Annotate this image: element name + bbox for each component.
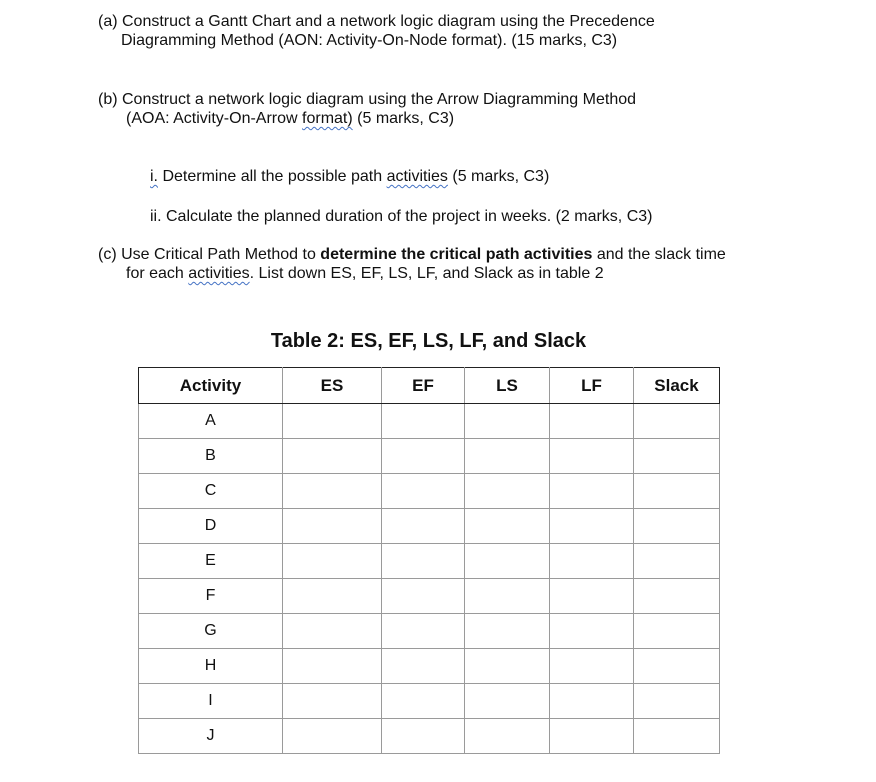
table-header-row [139,368,720,404]
table-row [139,684,720,719]
question-b-i-squiggle: activities [386,168,448,185]
slack-cell[interactable] [634,404,720,439]
table-body [139,404,720,754]
lf-cell[interactable] [550,404,634,439]
activity-cell: J [139,719,283,754]
table-row [139,474,720,509]
lf-cell[interactable] [550,579,634,614]
question-b-line1: (b) Construct a network logic diagram using the Arrow Diagramming Method [98,91,637,108]
slack-cell[interactable] [634,579,720,614]
activity-cell: D [139,509,283,544]
slack-cell[interactable] [634,719,720,754]
question-c-line2 [98,264,726,283]
es-cell[interactable] [283,544,382,579]
slack-cell[interactable] [634,614,720,649]
slack-cell[interactable] [634,649,720,684]
question-a-line1: (a) Construct a Gantt Chart and a network logic diagram using the Precedence [98,13,655,30]
es-cell[interactable] [283,719,382,754]
ls-cell[interactable] [465,614,550,649]
question-c-line2-end: . List down ES, EF, LS, LF, and Slack as in table 2 [249,265,604,282]
es-cell[interactable] [283,439,382,474]
ef-cell[interactable] [382,649,465,684]
question-c [98,245,726,283]
ls-cell[interactable] [465,439,550,474]
lf-cell[interactable] [550,684,634,719]
lf-cell[interactable] [550,649,634,684]
activity-cell: F [139,579,283,614]
slack-table [138,367,720,754]
ls-cell[interactable] [465,404,550,439]
es-cell[interactable] [283,614,382,649]
question-b-i-marks: (5 marks, C3) [447,168,550,185]
table-row [139,439,720,474]
es-cell[interactable] [283,404,382,439]
table-row [139,649,720,684]
table-row [139,544,720,579]
activity-cell: I [139,684,283,719]
ef-cell[interactable] [382,719,465,754]
ef-cell[interactable] [382,614,465,649]
table-row [139,509,720,544]
question-a-line2: Diagramming Method (AON: Activity-On-Node format). (15 marks, C3) [121,32,618,49]
lf-cell[interactable] [550,509,634,544]
header-es: ES [283,368,382,404]
question-b [98,90,636,128]
ef-cell[interactable] [382,684,465,719]
ls-cell[interactable] [465,684,550,719]
table-row [139,719,720,754]
ef-cell[interactable] [382,439,465,474]
header-ls: LS [465,368,550,404]
question-c-text-end: and the slack time [592,246,726,263]
ef-cell[interactable] [382,474,465,509]
ef-cell[interactable] [382,404,465,439]
table-title: Table 2: ES, EF, LS, LF, and Slack [270,330,587,352]
slack-cell[interactable] [634,439,720,474]
question-c-text: (c) Use Critical Path Method to [98,246,321,263]
activity-cell: B [139,439,283,474]
question-b-line2 [98,109,636,128]
activity-cell: H [139,649,283,684]
slack-cell[interactable] [634,509,720,544]
lf-cell[interactable] [550,544,634,579]
ls-cell[interactable] [465,544,550,579]
ef-cell[interactable] [382,509,465,544]
lf-cell[interactable] [550,719,634,754]
lf-cell[interactable] [550,474,634,509]
ls-cell[interactable] [465,509,550,544]
question-c-bold: determine the critical path activities [320,246,593,263]
activity-cell: A [139,404,283,439]
ls-cell[interactable] [465,649,550,684]
lf-cell[interactable] [550,439,634,474]
header-ef: EF [382,368,465,404]
question-b-line2-text: (AOA: Activity-On-Arrow [126,110,303,127]
es-cell[interactable] [283,509,382,544]
question-b-i-number: i. [150,168,158,185]
es-cell[interactable] [283,579,382,614]
question-b-i [150,167,549,186]
slack-cell[interactable] [634,544,720,579]
question-b-i-text: Determine all the possible path [158,168,387,185]
table-row [139,404,720,439]
ls-cell[interactable] [465,579,550,614]
header-slack: Slack [634,368,720,404]
question-c-line2-text: for each [126,265,189,282]
question-b-line2-marks: (5 marks, C3) [352,110,455,127]
activity-cell: C [139,474,283,509]
lf-cell[interactable] [550,614,634,649]
ls-cell[interactable] [465,719,550,754]
ls-cell[interactable] [465,474,550,509]
es-cell[interactable] [283,684,382,719]
slack-cell[interactable] [634,684,720,719]
question-c-line2-squiggle: activities [188,265,250,282]
question-b-line2-squiggle: format) [302,110,353,127]
es-cell[interactable] [283,474,382,509]
question-a [98,12,655,50]
slack-cell[interactable] [634,474,720,509]
header-lf: LF [550,368,634,404]
es-cell[interactable] [283,649,382,684]
activity-cell: E [139,544,283,579]
ef-cell[interactable] [382,544,465,579]
question-c-line1 [98,245,726,264]
question-b-ii: ii. Calculate the planned duration of the project in weeks. (2 marks, C3) [150,208,653,225]
header-activity: Activity [139,368,283,404]
ef-cell[interactable] [382,579,465,614]
table-row [139,579,720,614]
activity-cell: G [139,614,283,649]
table-row [139,614,720,649]
